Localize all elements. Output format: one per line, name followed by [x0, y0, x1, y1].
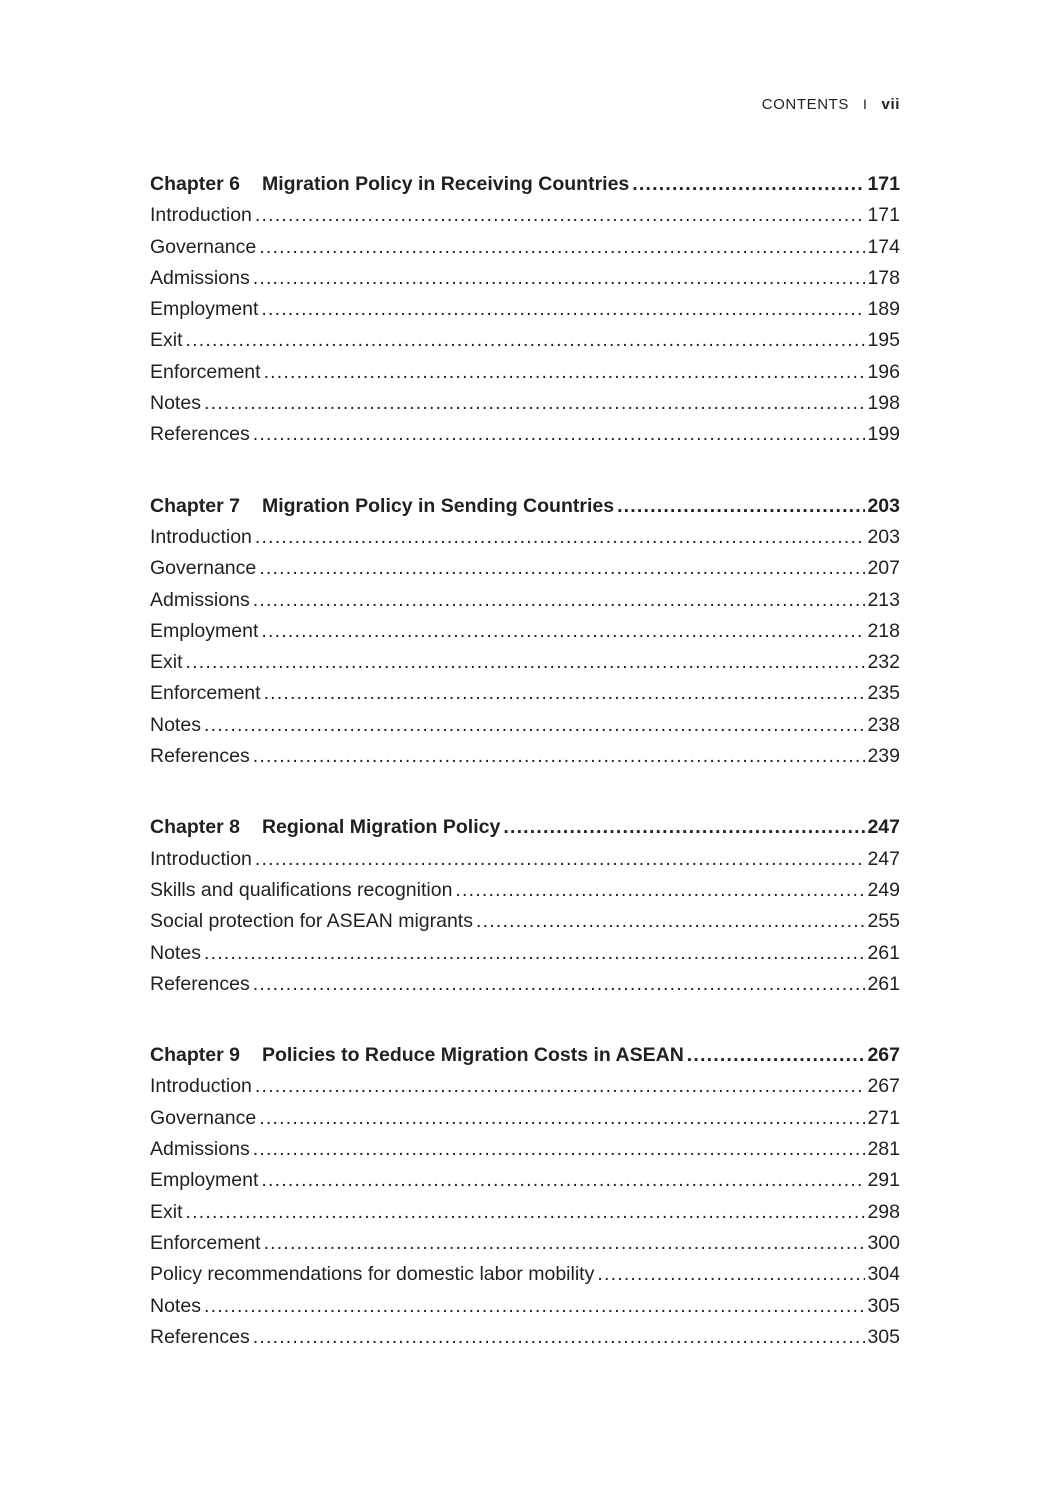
toc-entry[interactable]	[150, 553, 900, 584]
dot-leader	[261, 616, 865, 647]
chapter-number: Chapter 8	[150, 816, 240, 839]
toc-entry[interactable]	[150, 1071, 900, 1102]
chapter-heading[interactable]	[150, 169, 900, 200]
toc-entry[interactable]	[150, 294, 900, 325]
dot-leader	[255, 522, 866, 553]
toc-entry-label: Skills and qualifications recognition	[150, 878, 453, 901]
dot-leader	[264, 357, 866, 388]
toc-entry-page-number: 267	[867, 1075, 900, 1098]
chapter-block	[150, 812, 900, 1000]
chapter-number: Chapter 6	[150, 173, 240, 195]
toc-entry-page-number: 247	[867, 847, 900, 870]
toc-entry[interactable]	[150, 741, 900, 772]
toc-entry-page-number: 305	[867, 1325, 900, 1348]
dot-leader	[264, 1228, 866, 1259]
toc-entry[interactable]	[150, 200, 900, 231]
toc-entry-page-number: 304	[867, 1263, 900, 1286]
toc-entry-label: Governance	[150, 557, 257, 580]
dot-leader	[204, 710, 866, 741]
toc-entry-label: References	[150, 423, 250, 446]
toc-entry-page-number: 189	[867, 298, 900, 321]
toc-entry[interactable]	[150, 844, 900, 875]
dot-leader	[253, 263, 866, 294]
toc-entry-label: Introduction	[150, 204, 252, 227]
toc-entry-page-number: 238	[867, 713, 900, 736]
chapter-title-text: Policies to Reduce Migration Costs in ASEAN	[261, 1044, 684, 1067]
chapter-number: Chapter 9	[150, 1044, 240, 1067]
chapter-title-text: Migration Policy in Sending Countries	[261, 494, 615, 517]
dot-leader	[255, 844, 866, 875]
chapter-page-number: 203	[867, 494, 900, 517]
dot-leader	[186, 1197, 866, 1228]
toc-entry-page-number: 174	[867, 235, 900, 258]
toc-entry[interactable]	[150, 232, 900, 263]
dot-leader	[253, 741, 866, 772]
toc-entry-label: Notes	[150, 713, 201, 736]
dot-leader	[253, 1134, 866, 1165]
toc-entry-page-number: 235	[867, 682, 900, 705]
toc-entry-page-number: 207	[867, 557, 900, 580]
toc-entry-page-number: 271	[867, 1106, 900, 1129]
toc-entry-page-number: 300	[867, 1231, 900, 1254]
chapter-page-number: 267	[867, 1044, 900, 1067]
toc-entry[interactable]	[150, 875, 900, 906]
toc-entry-page-number: 218	[867, 619, 900, 642]
chapter-page-number: 247	[867, 816, 900, 839]
dot-leader	[617, 491, 865, 522]
dot-leader	[261, 294, 865, 325]
toc-entry[interactable]	[150, 1259, 900, 1290]
toc-entry-label: Employment	[150, 619, 259, 642]
toc-entry-label: Notes	[150, 941, 201, 964]
dot-leader	[253, 1322, 866, 1353]
chapter-page-number: 171	[867, 173, 900, 195]
toc-entry-page-number: 195	[867, 329, 900, 352]
dot-leader	[204, 1291, 866, 1322]
dot-leader	[186, 647, 866, 678]
chapter-title	[150, 491, 614, 522]
dot-leader	[687, 1040, 866, 1071]
toc-entry-label: Enforcement	[150, 682, 261, 705]
toc-entry-page-number: 305	[867, 1294, 900, 1317]
toc-entry-label: Social protection for ASEAN migrants	[150, 910, 473, 933]
chapter-block	[150, 491, 900, 773]
toc-entry-label: References	[150, 972, 250, 995]
toc-entry-page-number: 298	[867, 1200, 900, 1223]
toc-entry-page-number: 178	[867, 266, 900, 289]
toc-entry-label: Admissions	[150, 266, 250, 289]
toc-entry-page-number: 198	[867, 392, 900, 415]
toc-entry-label: Introduction	[150, 1075, 252, 1098]
toc-entry-page-number: 196	[867, 360, 900, 383]
chapter-title-text: Migration Policy in Receiving Countries	[261, 173, 630, 195]
chapter-title	[150, 1040, 684, 1071]
toc-entry-page-number: 232	[867, 651, 900, 674]
toc-entry[interactable]	[150, 938, 900, 969]
chapter-title	[150, 812, 500, 843]
toc-entry-label: Introduction	[150, 525, 252, 548]
toc-entry-label: Governance	[150, 1106, 257, 1129]
toc-entry[interactable]	[150, 325, 900, 356]
toc-entry-page-number: 261	[867, 941, 900, 964]
toc-entry[interactable]	[150, 263, 900, 294]
dot-leader	[259, 1103, 865, 1134]
toc-entry-page-number: 203	[867, 525, 900, 548]
toc-entry[interactable]	[150, 1291, 900, 1322]
toc-entry[interactable]	[150, 585, 900, 616]
dot-leader	[632, 169, 865, 200]
dot-leader	[597, 1259, 865, 1290]
toc-entry-label: Exit	[150, 651, 183, 674]
chapter-number: Chapter 7	[150, 494, 240, 517]
running-head-section: CONTENTS	[761, 96, 850, 113]
toc-entry[interactable]	[150, 1322, 900, 1353]
toc-entry[interactable]	[150, 906, 900, 937]
running-head	[762, 96, 900, 113]
toc-entry-label: Introduction	[150, 847, 252, 870]
toc-entry-label: Notes	[150, 392, 201, 415]
toc-entry-page-number: 199	[867, 423, 900, 446]
toc-entry[interactable]	[150, 1103, 900, 1134]
toc-entry[interactable]	[150, 678, 900, 709]
chapter-heading[interactable]	[150, 491, 900, 522]
toc-entry[interactable]	[150, 616, 900, 647]
toc-entry[interactable]	[150, 1197, 900, 1228]
chapter-heading[interactable]	[150, 1040, 900, 1071]
chapter-heading[interactable]	[150, 812, 900, 843]
dot-leader	[259, 553, 865, 584]
dot-leader	[186, 325, 866, 356]
toc-entry-label: Exit	[150, 329, 183, 352]
toc-entry-label: Policy recommendations for domestic labor mobility	[150, 1263, 595, 1286]
dot-leader	[503, 812, 865, 843]
dot-leader	[204, 388, 866, 419]
toc-entry-label: Employment	[150, 298, 259, 321]
dot-leader	[253, 969, 866, 1000]
dot-leader	[255, 1071, 866, 1102]
dot-leader	[255, 200, 866, 231]
toc-entry[interactable]	[150, 969, 900, 1000]
toc-entry-label: Admissions	[150, 588, 250, 611]
toc-entry-page-number: 249	[867, 878, 900, 901]
toc-entry[interactable]	[150, 419, 900, 450]
dot-leader	[259, 232, 865, 263]
toc-entry-page-number: 171	[867, 204, 900, 227]
toc-entry-page-number: 213	[867, 588, 900, 611]
toc-entry-label: References	[150, 1325, 250, 1348]
chapter-block	[150, 1040, 900, 1353]
chapter-title-text: Regional Migration Policy	[261, 816, 501, 839]
table-of-contents	[150, 169, 900, 1393]
toc-entry[interactable]	[150, 1134, 900, 1165]
dot-leader	[253, 585, 866, 616]
chapter-title	[150, 169, 629, 200]
toc-entry[interactable]	[150, 1228, 900, 1259]
running-head-page-number: vii	[881, 96, 900, 113]
toc-entry[interactable]	[150, 388, 900, 419]
running-head-separator: I	[863, 96, 868, 112]
toc-entry[interactable]	[150, 647, 900, 678]
dot-leader	[261, 1165, 865, 1196]
toc-entry-label: Notes	[150, 1294, 201, 1317]
toc-entry-page-number: 239	[867, 745, 900, 768]
toc-entry-label: References	[150, 745, 250, 768]
toc-entry-page-number: 261	[867, 972, 900, 995]
toc-entry[interactable]	[150, 522, 900, 553]
chapter-block	[150, 169, 900, 451]
dot-leader	[264, 678, 866, 709]
toc-entry-page-number: 255	[867, 910, 900, 933]
toc-entry[interactable]	[150, 1165, 900, 1196]
dot-leader	[455, 875, 865, 906]
toc-entry-label: Employment	[150, 1169, 259, 1192]
toc-entry-label: Enforcement	[150, 360, 261, 383]
dot-leader	[253, 419, 866, 450]
dot-leader	[476, 906, 865, 937]
toc-entry-label: Governance	[150, 235, 257, 258]
toc-entry-label: Enforcement	[150, 1231, 261, 1254]
dot-leader	[204, 938, 866, 969]
toc-entry-label: Exit	[150, 1200, 183, 1223]
toc-entry[interactable]	[150, 357, 900, 388]
toc-entry[interactable]	[150, 710, 900, 741]
toc-entry-page-number: 291	[867, 1169, 900, 1192]
toc-entry-page-number: 281	[867, 1138, 900, 1161]
toc-entry-label: Admissions	[150, 1138, 250, 1161]
